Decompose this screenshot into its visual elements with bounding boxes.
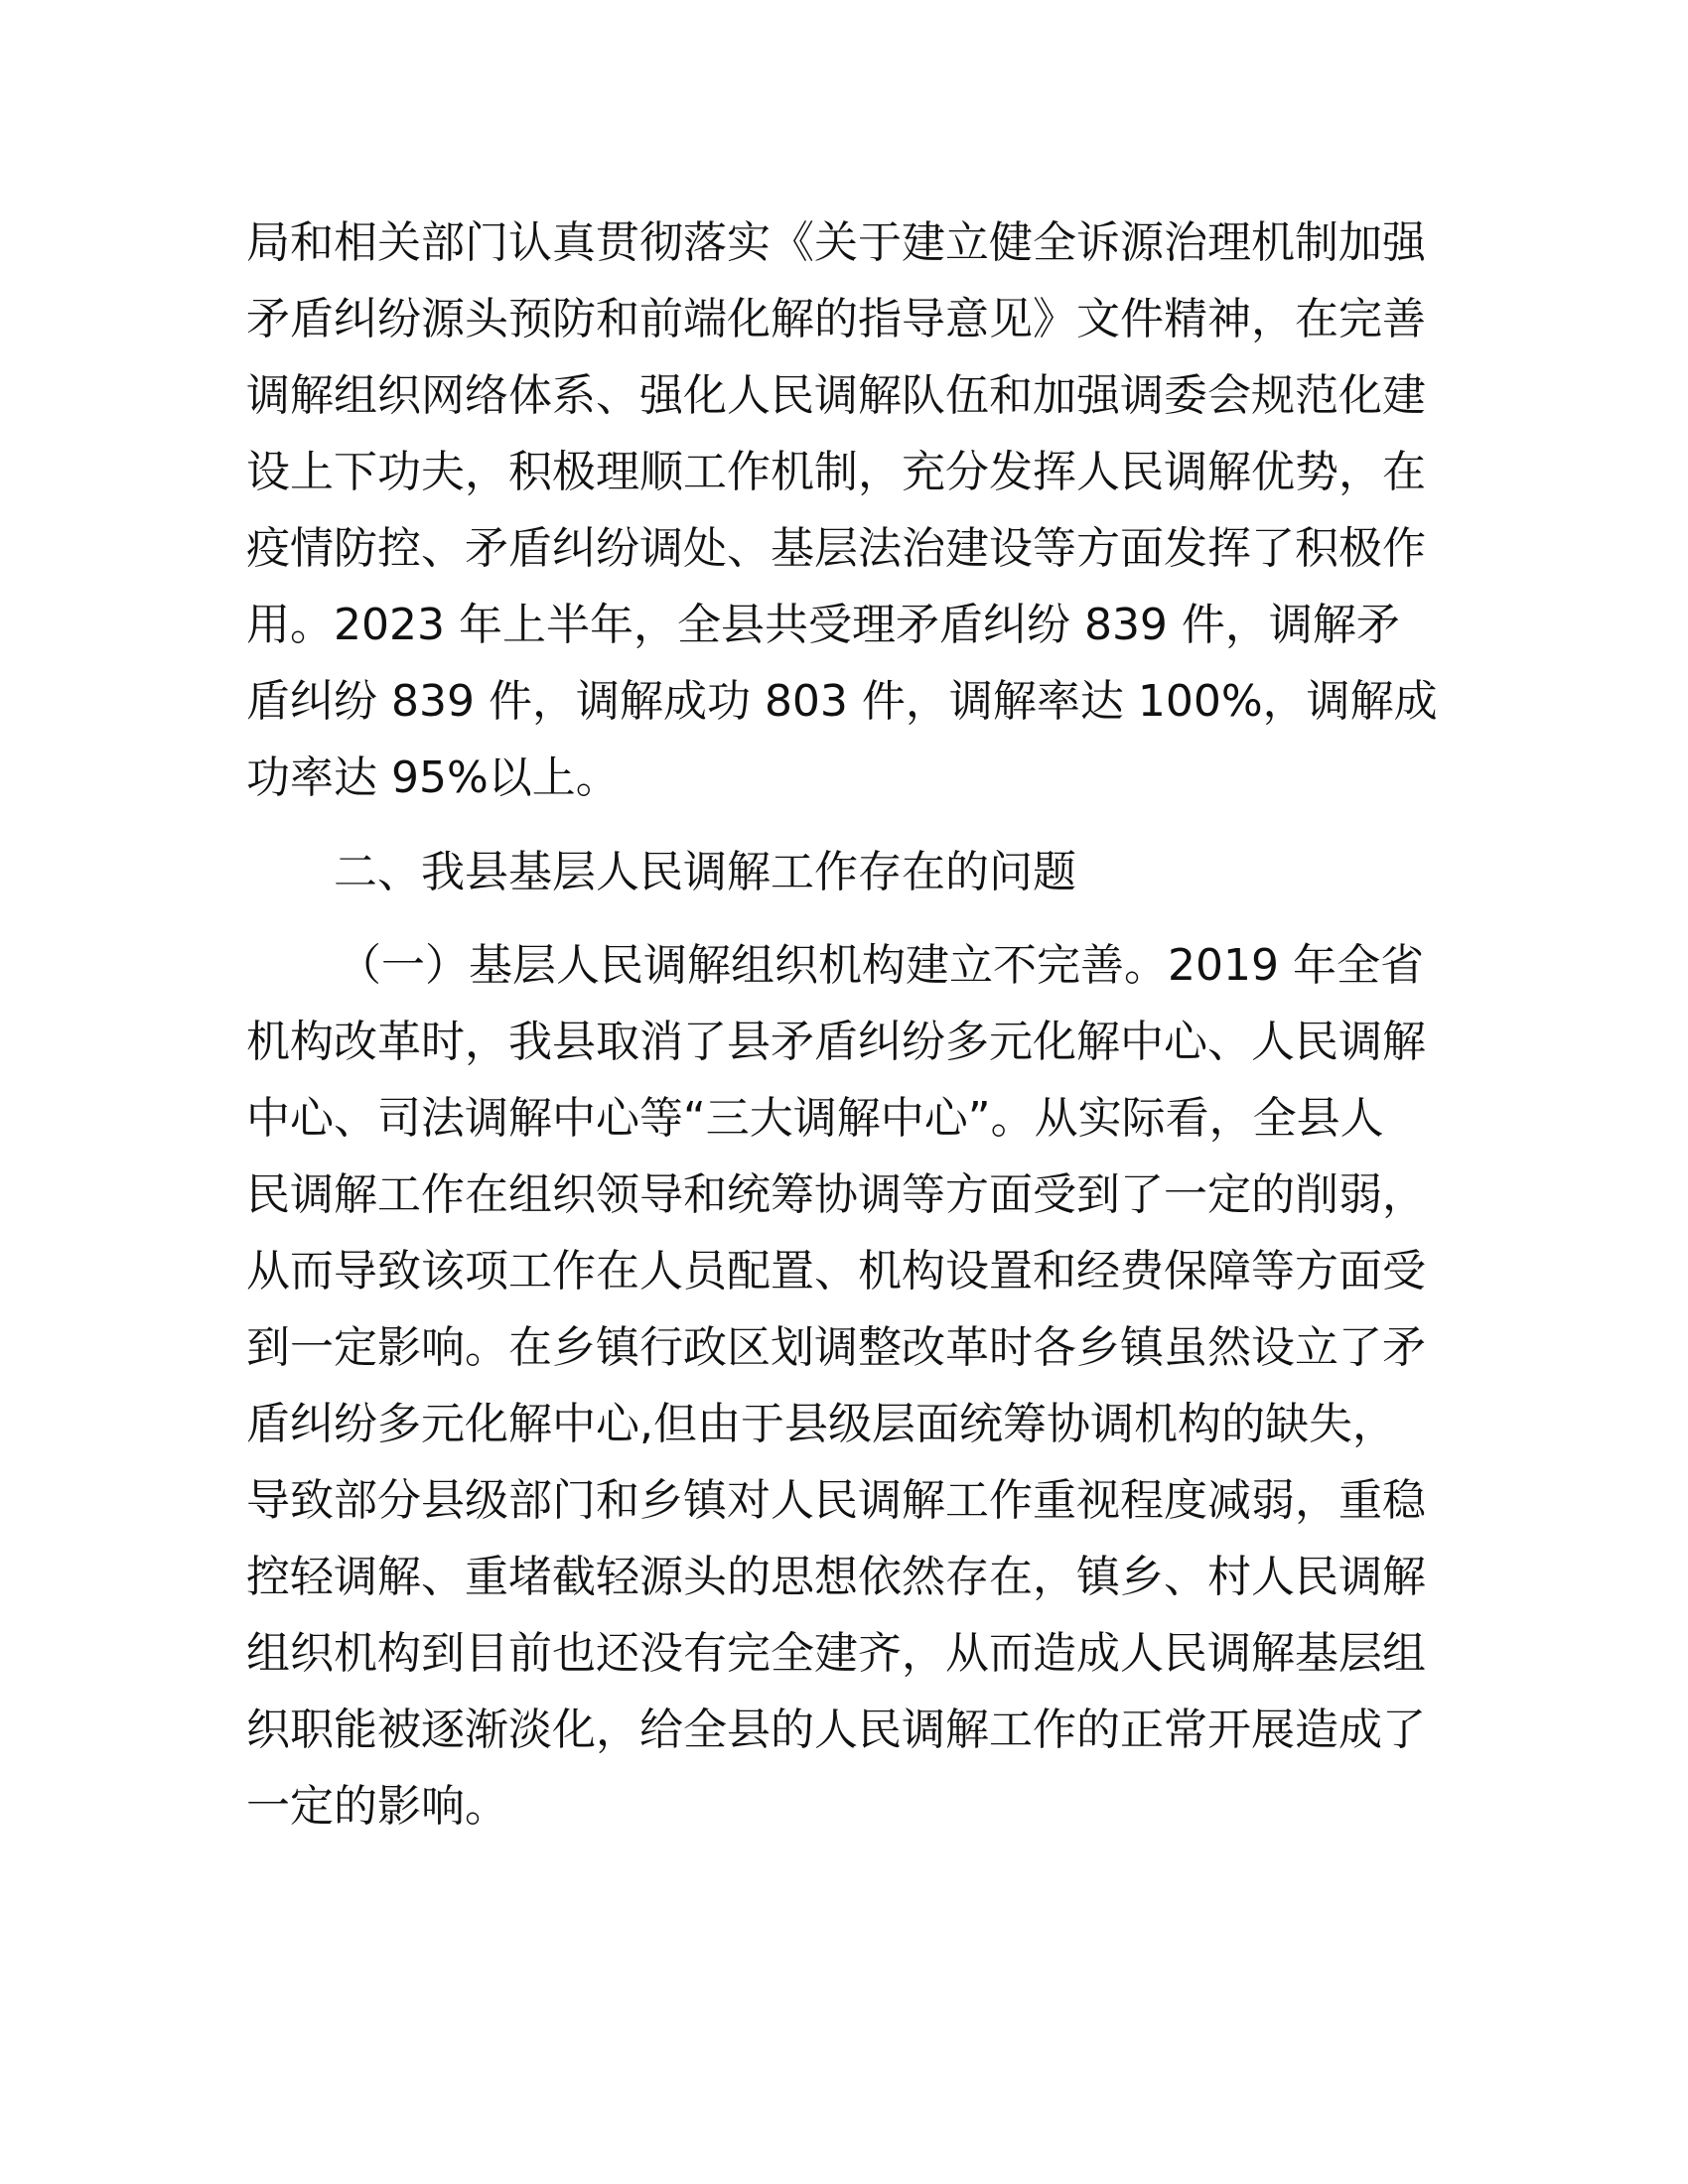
paragraph-line: 控轻调解、重堵截轻源头的思想依然存在，镇乡、村人民调解 <box>246 1552 1426 1602</box>
paragraph-line: （一）基层人民调解组织机构建立不完善。2019 年全省 <box>338 940 1424 991</box>
paragraph-line: 矛盾纠纷源头预防和前端化解的指导意见》文件精神，在完善 <box>246 294 1426 344</box>
paragraph-line: 盾纠纷 839 件，调解成功 803 件，调解率达 100%，调解成 <box>246 676 1438 727</box>
section-heading: 二、我县基层人民调解工作存在的问题 <box>334 847 1076 897</box>
paragraph-line: 局和相关部门认真贯彻落实《关于建立健全诉源治理机制加强 <box>246 217 1426 268</box>
paragraph-line: 民调解工作在组织领导和统筹协调等方面受到了一定的削弱， <box>246 1169 1426 1220</box>
paragraph-line: 到一定影响。在乡镇行政区划调整改革时各乡镇虽然设立了矛 <box>246 1322 1426 1373</box>
paragraph-line: 织职能被逐渐淡化，给全县的人民调解工作的正常开展造成了 <box>246 1705 1426 1755</box>
paragraph-line: 机构改革时，我县取消了县矛盾纠纷多元化解中心、人民调解 <box>246 1017 1426 1067</box>
paragraph-line: 一定的影响。 <box>246 1781 508 1832</box>
paragraph-line: 用。2023 年上半年，全县共受理矛盾纠纷 839 件，调解矛 <box>246 600 1400 650</box>
paragraph-line: 调解组织网络体系、强化人民调解队伍和加强调委会规范化建 <box>246 370 1426 421</box>
paragraph-line: 组织机构到目前也还没有完全建齐，从而造成人民调解基层组 <box>246 1628 1426 1679</box>
paragraph-line: 从而导致该项工作在人员配置、机构设置和经费保障等方面受 <box>246 1246 1426 1297</box>
paragraph-line: 疫情防控、矛盾纠纷调处、基层法治建设等方面发挥了积极作 <box>246 523 1426 574</box>
paragraph-line: 功率达 95%以上。 <box>246 752 620 803</box>
paragraph-line: 盾纠纷多元化解中心,但由于县级层面统筹协调机构的缺失， <box>246 1399 1396 1449</box>
paragraph-line: 导致部分县级部门和乡镇对人民调解工作重视程度减弱，重稳 <box>246 1475 1426 1526</box>
paragraph-line: 设上下功夫，积极理顺工作机制，充分发挥人民调解优势，在 <box>246 447 1426 497</box>
paragraph-line: 中心、司法调解中心等“三大调解中心”。从实际看，全县人 <box>246 1093 1384 1144</box>
